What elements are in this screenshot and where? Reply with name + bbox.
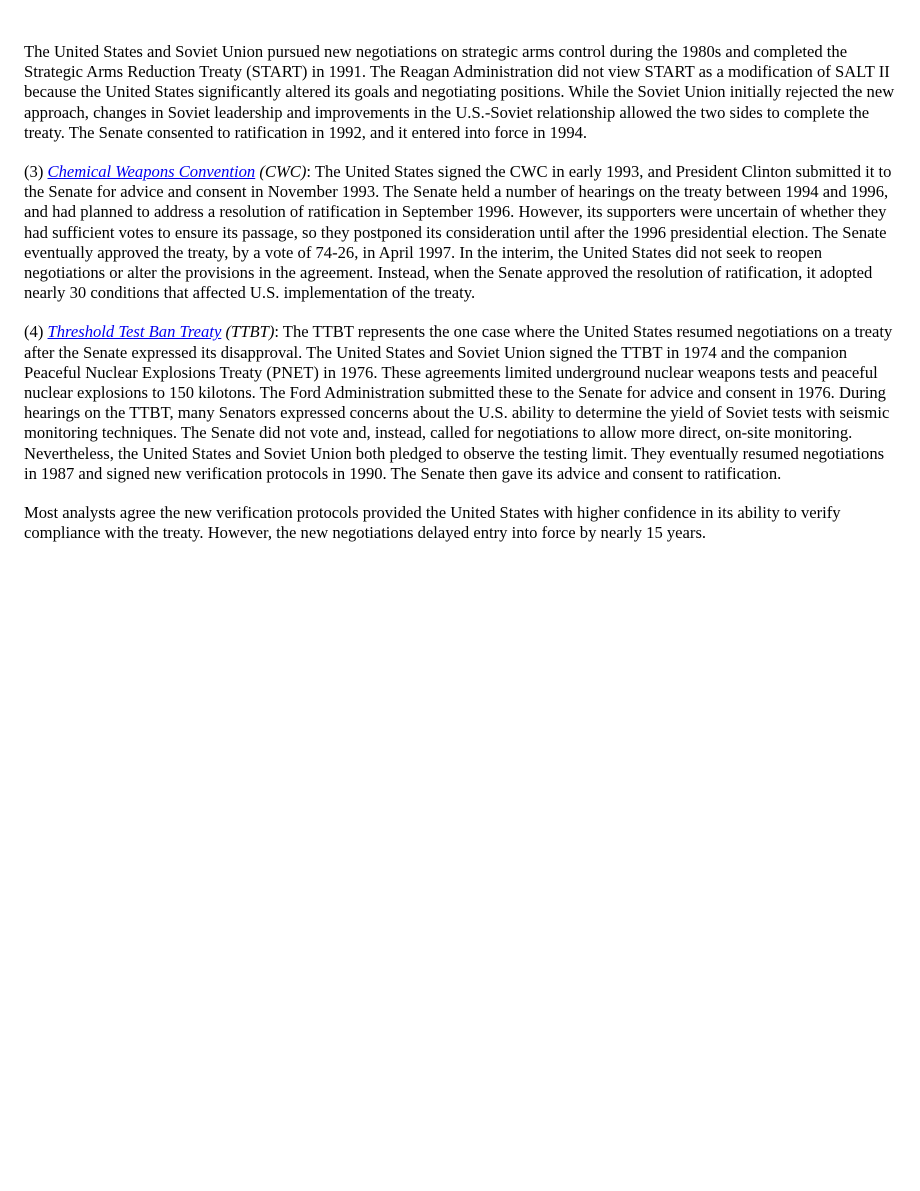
paragraph-start-treaty [24, 42, 896, 143]
item-abbreviation: (TTBT) [225, 322, 275, 342]
paragraph-cwc [24, 162, 896, 303]
item-number: (4) [24, 322, 44, 342]
threshold-test-ban-treaty-link[interactable]: Threshold Test Ban Treaty [47, 322, 222, 342]
chemical-weapons-convention-link[interactable]: Chemical Weapons Convention [47, 162, 256, 182]
paragraph-text: : The TTBT represents the one case where the United States resumed negotiations on a treaty after the Senate expressed its disapproval. The United States and Soviet Union signed the TTBT in 1974 and the companion Peaceful Nuclear Explosions Treaty (PNET) in 1976. These agreements limited underground nuclear weapons tests and peaceful nuclear explosions to 150 kilotons. The Ford Administration submitted these to the Senate for advice and consent in 1976. During hearings on the TTBT, many Senators expressed concerns about the U.S. ability to determine the yield of Soviet tests with seismic monitoring techniques. The Senate did not vote and, instead, called for negotiations to allow more direct, on-site monitoring. Nevertheless, the United States and Soviet Union both pledged to observe the testing limit. They eventually resumed negotiations in 1987 and signed new verification protocols in 1990. The Senate then gave its advice and consent to ratification. [24, 322, 893, 483]
paragraph-analysts [24, 503, 896, 543]
paragraph-text: : The United States signed the CWC in early 1993, and President Clinton submitted it to the Senate for advice and consent in November 1993. The Senate held a number of hearings on the treaty between 1994 and 1996, and had planned to address a resolution of ratification in September 1996. However, its supporters were uncertain of whether they had sufficient votes to ensure its passage, so they postponed its consideration until after the 1996 presidential election. The Senate eventually approved the treaty, by a vote of 74-26, in April 1997. In the interim, the United States did not seek to reopen negotiations or alter the provisions in the agreement. Instead, when the Senate approved the resolution of ratification, it adopted nearly 30 conditions that affected U.S. implementation of the treaty. [24, 162, 892, 303]
paragraph-text: The United States and Soviet Union pursued new negotiations on strategic arms control during the 1980s and completed the Strategic Arms Reduction Treaty (START) in 1991. The Reagan Administration did not view START as a modification of SALT II because the United States significantly altered its goals and negotiating positions. While the Soviet Union initially rejected the new approach, changes in Soviet leadership and improvements in the U.S.-Soviet relationship allowed the two sides to complete the treaty. The Senate consented to ratification in 1992, and it entered into force in 1994. [24, 42, 895, 142]
item-abbreviation: (CWC) [259, 162, 307, 182]
paragraph-ttbt [24, 322, 896, 484]
paragraph-text: Most analysts agree the new verification protocols provided the United States with higher confidence in its ability to verify compliance with the treaty. However, the new negotiations delayed entry into force by nearly 15 years. [24, 503, 841, 543]
document-body [24, 42, 896, 562]
item-number: (3) [24, 162, 44, 182]
